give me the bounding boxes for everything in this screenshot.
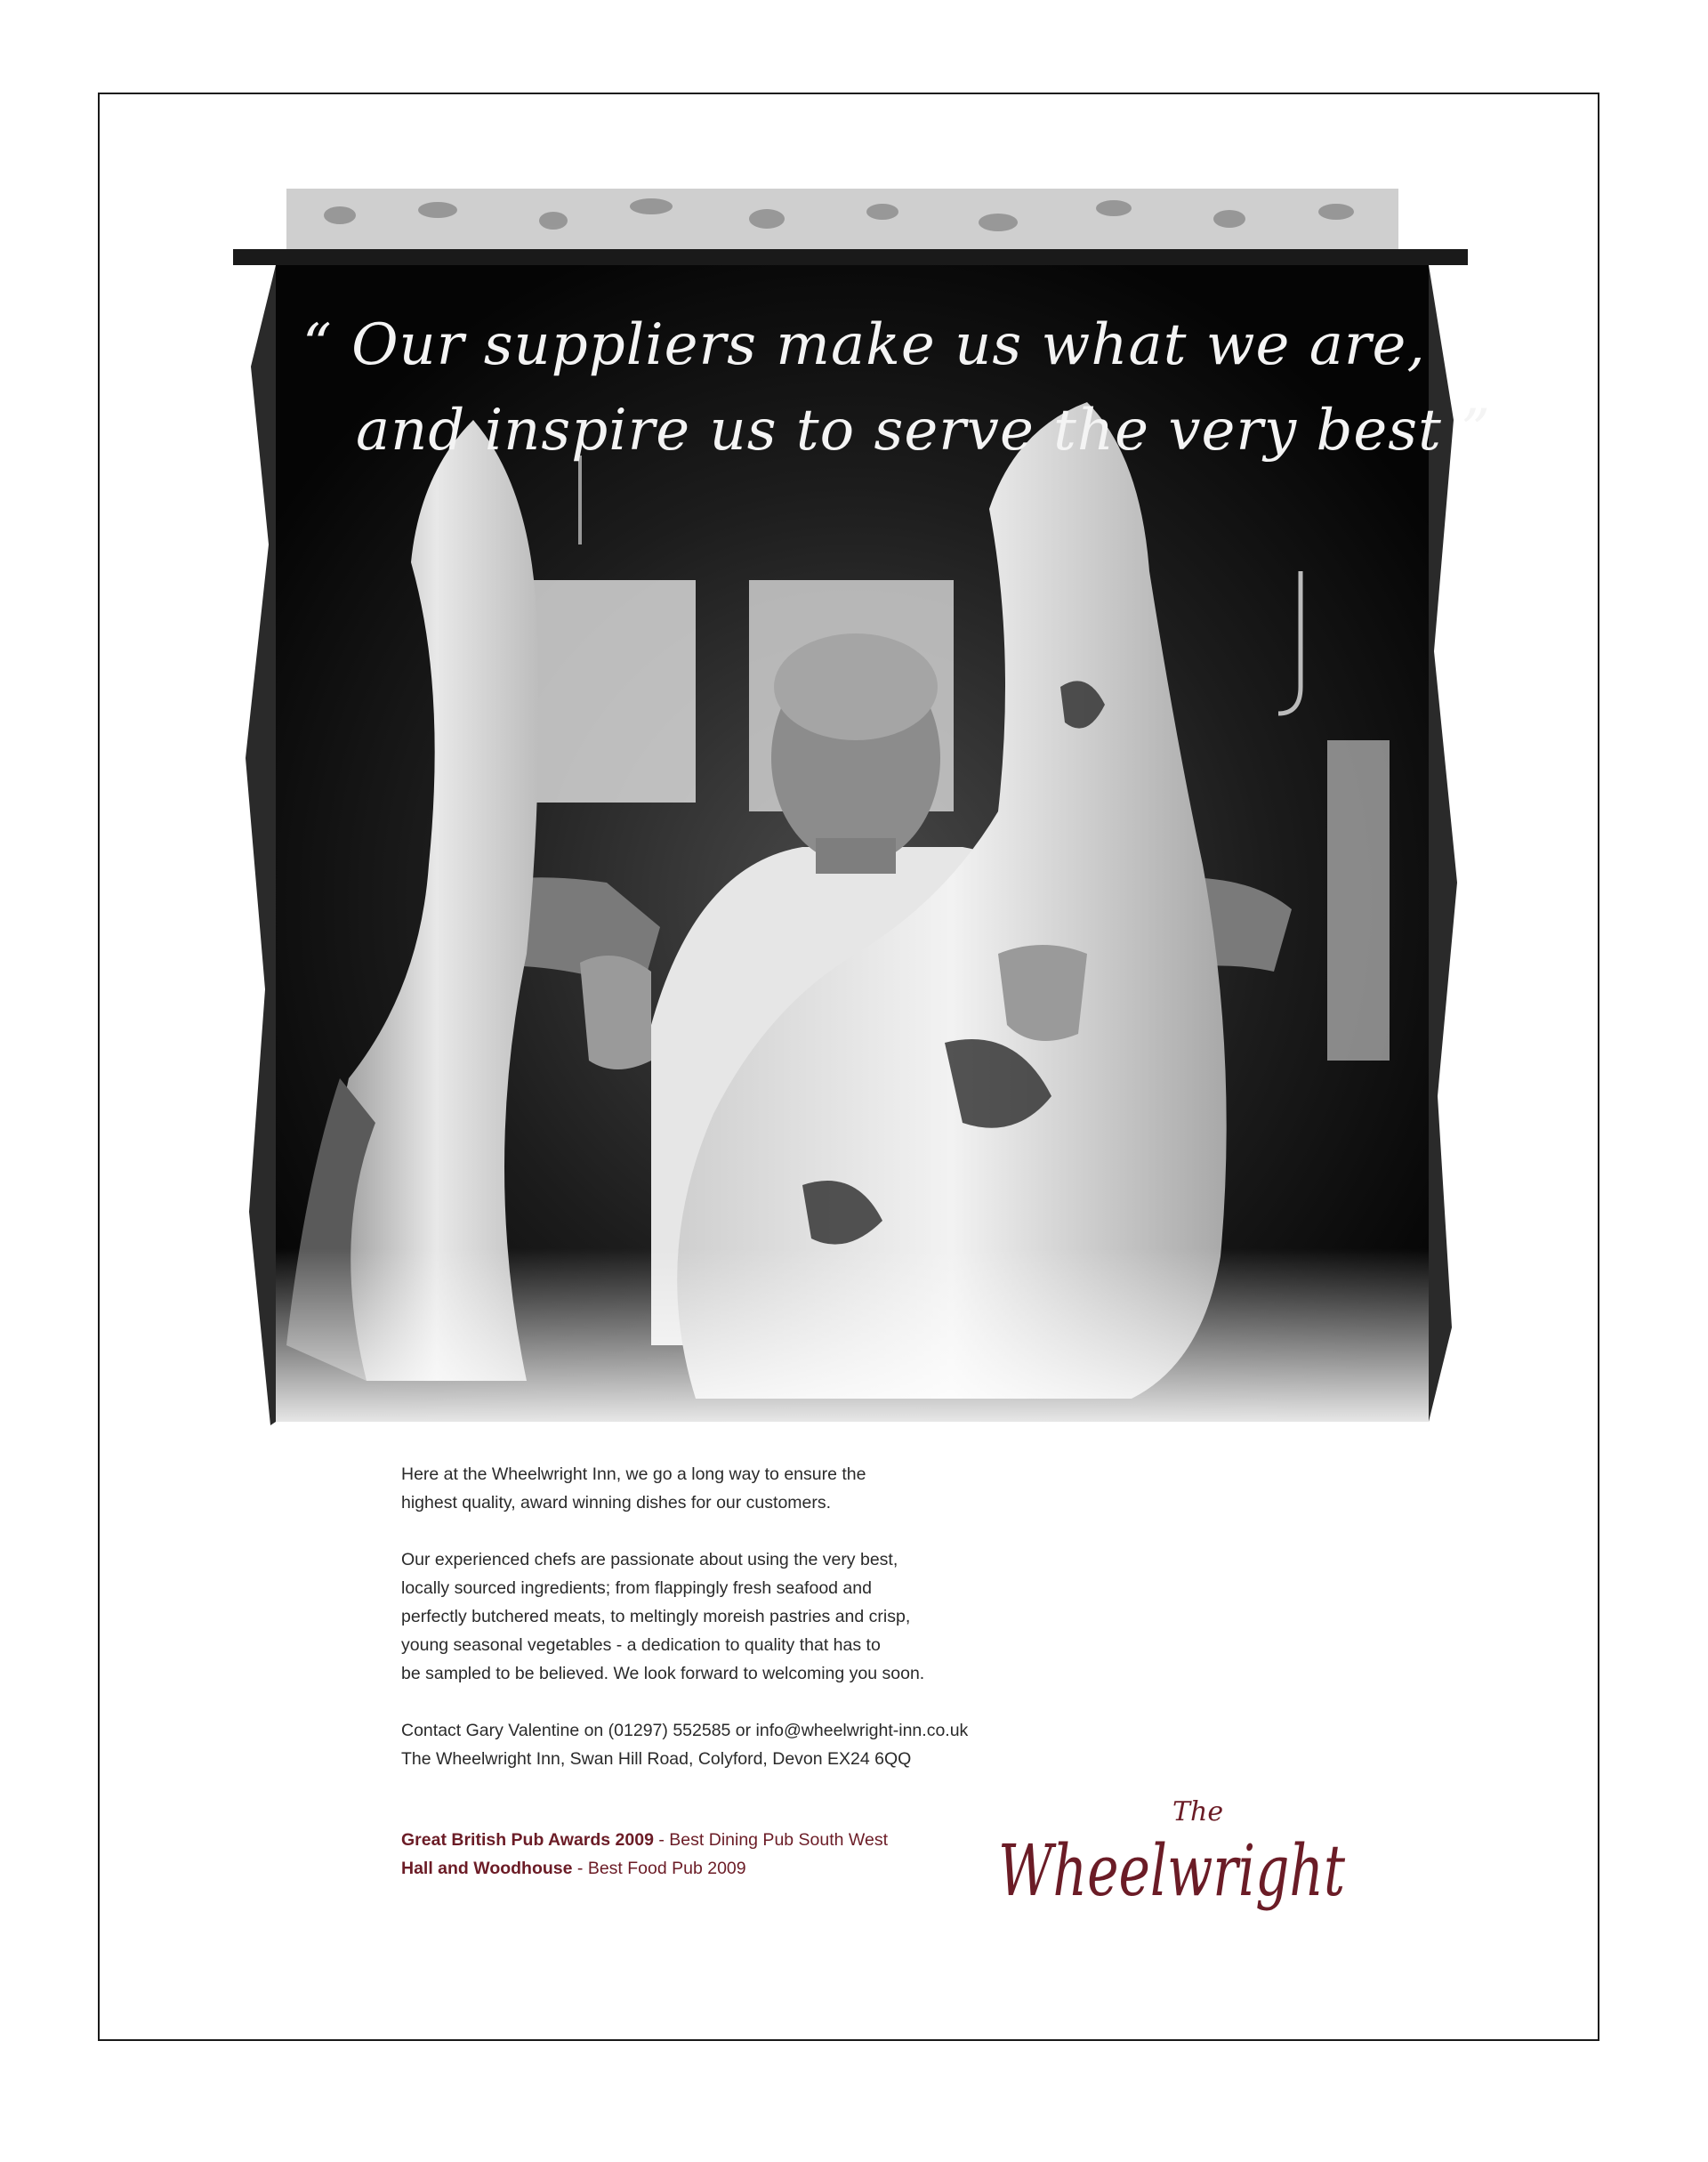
- description-line-2: locally sourced ingredients; from flappingly fresh seafood and: [401, 1578, 872, 1598]
- description-line-3: perfectly butchered meats, to meltingly moreish pastries and crisp,: [401, 1607, 911, 1626]
- intro-paragraph: [401, 1460, 1202, 1517]
- handwritten-quote: [302, 303, 1491, 473]
- award-detail: Best Dining Pub South West: [669, 1830, 888, 1850]
- awards-list: [401, 1826, 1024, 1883]
- award-row: [401, 1826, 1024, 1854]
- wheelwright-logo: [995, 1785, 1350, 1941]
- description-paragraph: [401, 1545, 1202, 1688]
- intro-line-2: highest quality, award winning dishes for our customers.: [401, 1493, 832, 1513]
- description-line-4: young seasonal vegetables - a dedication to quality that has to: [401, 1635, 881, 1655]
- award-row: [401, 1854, 1024, 1883]
- award-separator: -: [572, 1859, 588, 1878]
- contact-paragraph: [401, 1716, 1202, 1773]
- description-line-5: be sampled to be believed. We look forward to welcoming you soon.: [401, 1664, 925, 1683]
- award-name: Great British Pub Awards 2009: [401, 1830, 654, 1850]
- intro-line-1: Here at the Wheelwright Inn, we go a long way to ensure the: [401, 1464, 866, 1484]
- quote-line-1: “ Our suppliers make us what we are,: [302, 312, 1426, 378]
- address-line: The Wheelwright Inn, Swan Hill Road, Colyford, Devon EX24 6QQ: [401, 1749, 912, 1769]
- logo-main-text: Wheelwright: [998, 1829, 1346, 1912]
- award-separator: -: [653, 1830, 670, 1850]
- logo-small-text: The: [1172, 1796, 1224, 1827]
- description-line-1: Our experienced chefs are passionate about using the very best,: [401, 1550, 898, 1569]
- body-copy: [401, 1460, 1202, 1802]
- award-detail: Best Food Pub 2009: [587, 1859, 746, 1878]
- contact-line-1: Contact Gary Valentine on (01297) 552585 or info@wheelwright-inn.co.uk: [401, 1721, 969, 1740]
- quote-line-2: and inspire us to serve the very best ”: [356, 398, 1491, 464]
- logo-mark: [995, 1785, 1350, 1941]
- award-name: Hall and Woodhouse: [401, 1859, 573, 1878]
